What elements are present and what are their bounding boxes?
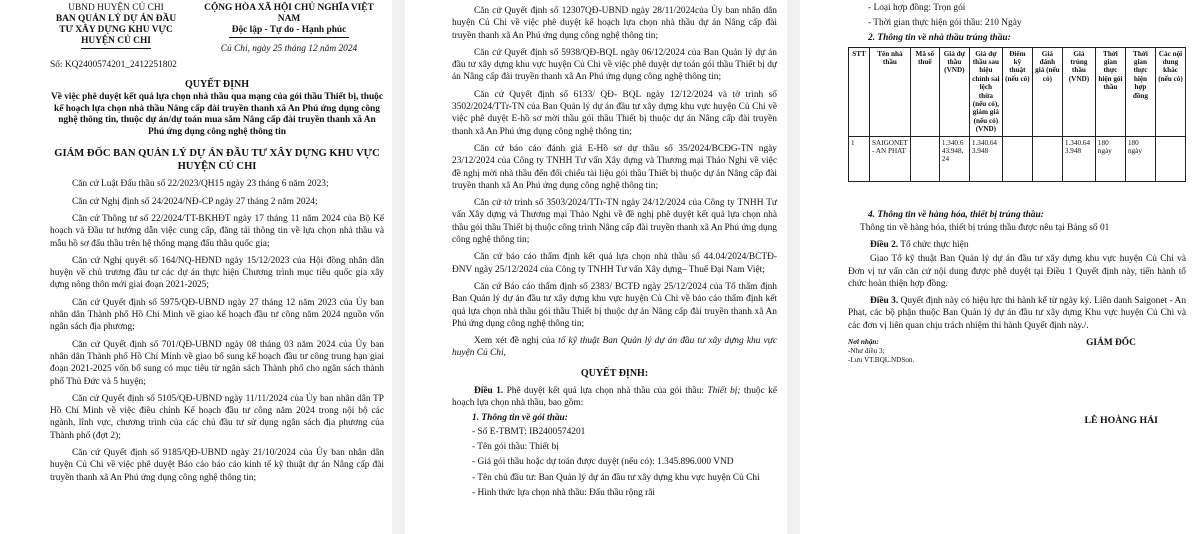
agency-block (50, 3, 182, 55)
legal-basis: Căn cứ Quyết định số 5105/QĐ-UBND ngày 11/11/2024 của Ủy ban nhân dân TP Hồ Chí Minh về việc điều chỉnh Kế hoạch đầu tư công năm 2024 trong nội bộ các ngành, lĩnh vực, chương trình của các chủ đầu tư sử dụng ngân sách địa phương của Thành phố (đợt 2); (50, 393, 384, 441)
article-2-body: Giao Tổ kỹ thuật Ban Quản lý dự án đầu tư xây dựng khu vực huyện Củ Chi và Đơn vị tư vấn căn cứ nội dung được phê duyệt tại Điều 1 Quyết định này, tiến hành tổ chức hoàn thiện hợp đồng. (848, 254, 1186, 289)
section-heading: 2. Thông tin về nhà thầu trúng thầu: (868, 32, 1011, 43)
agency-line: TƯ XÂY DỰNG KHU VỰC (59, 25, 173, 35)
list-item: - Hình thức lựa chọn nhà thầu: Đấu thầu rộng rãi (472, 487, 656, 498)
section-heading: 1. Thông tin về gói thầu: (472, 412, 568, 423)
column-header: Giá đánh giá (nếu có) (1032, 47, 1062, 136)
legal-basis: Căn cứ Quyết định số 6133/ QĐ- BQL ngày 12/12/2024 và tờ trình số 3502/2024/TTr-TN của Ban Quản lý dự án đầu tư xây dựng khu vực huyện Củ Chi về việc phê duyệt E-hồ sơ mời thầu gói thầu Thiết bị thuộc dự án Nâng cấp đài truyền thanh xã An Phú ứng dụng công nghệ thông tin; (452, 89, 777, 137)
agency-line: UBND HUYỆN CỦ CHI (68, 3, 164, 13)
table-cell: 1.340.643.948,24 (939, 136, 969, 181)
recipient: -Như điều 3; (848, 347, 885, 356)
document-page-2 (405, 0, 787, 534)
recipient: -Lưu VT.BQL.NDSon. (848, 356, 915, 365)
article-3 (848, 295, 1186, 332)
article-1-package: Thiết bị; (707, 386, 741, 397)
legal-basis: Căn cứ báo cáo thẩm định kết quả lựa chọn nhà thầu số 44.04/2024/BCTĐ-ĐNV ngày 25/12/2024 của Công ty TNHH Tư vấn Xây dựng– Thuế Đại Nam Việt; (452, 252, 777, 275)
list-item: - Tên gói thầu: Thiết bị (472, 441, 559, 452)
agency-line: HUYỆN CỦ CHI (81, 36, 151, 46)
column-header: STT (849, 47, 870, 136)
table-cell (1032, 136, 1062, 181)
article-3-label: Điều 3. (870, 296, 899, 307)
package-info-list (452, 426, 777, 499)
proposal-body: tổ kỹ thuật Ban Quản lý dự án đầu tư xây dựng khu vực huyện Củ Chi, (452, 336, 777, 359)
proposal-paragraph (452, 335, 777, 360)
legal-basis: Căn cứ Thông tư số 22/2024/TT-BKHĐT ngày 17 tháng 11 năm 2024 của Bộ Kế hoạch và Đầu tư hướng dẫn việc cung cấp, đăng tải thông tin về lựa chọn nhà thầu và mẫu hồ sơ đấu thầu trên hệ thống mạng đấu thầu quốc gia; (50, 213, 384, 249)
column-header: Tên nhà thầu (870, 47, 911, 136)
document-subtitle: Về việc phê duyệt kết quả lựa chọn nhà thầu qua mạng của gói thầu Thiết bị, thuộc kế hoạch lựa chọn nhà thầu Nâng cấp đài truyền thanh xã An Phú ứng dụng công nghệ thông tin, thuộc dự án/dự toán mua sắm Nâng cấp đài truyền thanh xã An Phú ứng dụng công nghệ thông tin (50, 92, 384, 137)
list-item: - Số E-TBMT: IB2400574201 (472, 426, 586, 437)
column-header: Mã số thuế (910, 47, 939, 136)
article-1 (452, 385, 777, 410)
column-header: Các nội dung khác (nếu có) (1155, 47, 1185, 136)
article-1-tail: thuộc kế hoạch lựa chọn nhà thầu, bao gồm: (452, 386, 777, 409)
article-2 (848, 239, 1186, 251)
column-header: Điểm kỹ thuật (nếu có) (1002, 47, 1032, 136)
signer-name: LÊ HOÀNG HẢI (1084, 415, 1158, 427)
legal-basis: Căn cứ báo cáo đánh giá E-Hồ sơ dự thầu số 35/2024/BCĐG-TN ngày 23/12/2024 của Công ty TNHH Tư vấn Xây dựng và Thương mại Thảo Nghi về việc đề nghị mời nhà thầu đến đối chiếu tài liệu gói thầu Thiết bị thuộc dự án Nâng cấp đài truyền thanh xã An Phú ứng dụng công nghệ thông tin; (452, 143, 777, 191)
section-heading: 4. Thông tin về hàng hóa, thiết bị trúng thầu: (868, 209, 1044, 220)
list-item: - Tên chủ đầu tư: Ban Quản lý dự án đầu tư xây dựng khu vực huyện Củ Chi (472, 472, 760, 483)
table-cell (910, 136, 939, 181)
decides-heading: QUYẾT ĐỊNH: (580, 367, 649, 379)
article-3-text: Quyết định này có hiệu lực thi hành kể từ ngày ký. Liên danh Saigonet - An Phat, các bộ phận thuộc Ban Quản lý dự án đầu tư xây dựng Khu vực huyện Củ Chi và các đơn vị liên quan chịu trách nhiệm thi hành Quyết định này./. (848, 296, 1187, 331)
legal-basis: Căn cứ Nghị định số 24/2024/NĐ-CP ngày 27 tháng 2 năm 2024; (72, 196, 318, 207)
table-cell: 1 (849, 136, 870, 181)
divider (81, 48, 151, 49)
column-header: Giá dự thầu (VND) (939, 47, 969, 136)
table-header-row (849, 47, 1186, 136)
column-header: Thời gian thực hiện gói thầu (1095, 47, 1125, 136)
legal-basis: Căn cứ Quyết định số 5975/QĐ-UBND ngày 27 tháng 12 năm 2023 của Ủy ban nhân dân Thành phố Hồ Chí Minh về giao kế hoạch đầu tư công năm 2024 nguồn vốn ngân sách địa phương; (50, 297, 384, 333)
package-info-list (848, 2, 1186, 30)
section-4-text: Thông tin về hàng hóa, thiết bị trúng thầu được nêu tại Bảng số 01 (860, 222, 1110, 233)
document-header (50, 3, 384, 55)
motto: Độc lập - Tự do - Hạnh phúc (231, 25, 347, 35)
table-cell: 1.340.643.948 (969, 136, 1002, 181)
table-row (849, 136, 1186, 181)
agency-line: BAN QUẢN LÝ DỰ ÁN ĐẦU (55, 14, 177, 24)
legal-basis: Căn cứ Quyết định số 12307QĐ-UBND ngày 28/11/2024của Ủy ban nhân dân huyện Củ Chi về việc phê duyệt kế hoạch lựa chọn nhà thầu dự án Nâng cấp đài truyền thanh xã An Phú ứng dụng công nghệ thông tin; (452, 6, 777, 41)
table-cell (1002, 136, 1032, 181)
recipients (848, 338, 914, 365)
recipients-label: Nơi nhận: (848, 338, 879, 347)
column-header: Thời gian thực hiện hợp đồng (1125, 47, 1155, 136)
divider (229, 37, 349, 38)
winning-bidder-table (848, 47, 1186, 182)
signer-title: GIÁM ĐỐC (1086, 338, 1136, 349)
issuing-authority: GIÁM ĐỐC BAN QUẢN LÝ DỰ ÁN ĐẦU TƯ XÂY DỰNG KHU VỰC HUYỆN CỦ CHI (54, 148, 380, 173)
legal-basis: Căn cứ Quyết định số 701/QĐ-UBND ngày 08 tháng 03 năm 2024 của Ủy ban nhân dân Thành phố Hồ Chí Minh về giao bổ sung kế hoạch đầu tư công trung hạn giai đoạn 2021-2025 vốn bổ sung có mục tiêu từ ngân sách Thành phố cho ngân sách thành phố Thủ Đức và 5 huyện; (50, 339, 384, 387)
article-1-label: Điều 1. (474, 386, 504, 397)
document-number: Số: KQ2400574201_2412251802 (50, 60, 177, 70)
country-name: CỘNG HÒA XÃ HỘI CHỦ NGHĨA VIỆT NAM (204, 3, 374, 24)
document-page-1 (0, 0, 392, 534)
legal-basis: Căn cứ Báo cáo thẩm định số 2383/ BCTĐ ngày 25/12/2024 của Tổ thẩm định Ban Quản lý dự án đầu tư xây dựng khu vực huyện Củ Chi về báo cáo thẩm định kết quả lựa chọn nhà thầu gói thầu Thiết bị thuộc dự án Nâng cấp đài truyền thanh xã An Phú ứng dụng công nghệ thông tin; (452, 281, 777, 329)
column-header: Giá dự thầu sau hiệu chỉnh sai lệch thừa (nếu có), giảm giá (nếu có) (VND) (969, 47, 1002, 136)
article-2-label: Điều 2. (870, 239, 899, 250)
table-cell: SAIGONET - AN PHAT (870, 136, 911, 181)
date-line: Củ Chi, ngày 25 tháng 12 năm 2024 (220, 44, 358, 54)
legal-basis: Căn cứ Quyết định số 9185/QĐ-UBND ngày 21/10/2024 của Ủy ban nhân dân huyện Củ Chi về việc phê duyệt Báo cáo báo cáo kinh tế kỹ thuật dự án Nâng cấp đài truyền thanh xã An Phú ứng dụng công nghệ thông tin; (50, 448, 384, 483)
article-1-text: Phê duyệt kết quả lựa chọn nhà thầu của gói thầu: (503, 386, 708, 397)
page-gap (787, 0, 800, 534)
table-cell: 180 ngày (1125, 136, 1155, 181)
table-cell (1155, 136, 1185, 181)
table-cell: 1.340.643.948 (1062, 136, 1095, 181)
document-title: QUYẾT ĐỊNH (185, 79, 249, 90)
list-item: - Giá gói thầu hoặc dự toán được duyệt (nếu có): 1.345.896.000 VND (472, 457, 734, 468)
national-block (194, 3, 384, 55)
signature-block (848, 338, 1186, 365)
proposal-prefix: Xem xét đề nghị của (474, 336, 559, 347)
page-gap (392, 0, 405, 534)
legal-basis: Căn cứ Luật Đấu thầu số 22/2023/QH15 ngày 23 tháng 6 năm 2023; (72, 179, 329, 190)
legal-basis: Căn cứ Nghị quyết số 164/NQ-HĐND ngày 15/12/2023 của Hội đồng nhân dân huyện về chủ trương đầu tư các dự án thực hiện Chương trình mục tiêu quốc gia xây dựng nông thôn mới giai đoạn 2021-2025; (50, 255, 384, 291)
list-item: - Loại hợp đồng: Trọn gói (868, 3, 966, 13)
legal-basis: Căn cứ tờ trình số 3503/2024/TTr-TN ngày 24/12/2024 của Công ty TNHH Tư vấn Xây dựng và Thương mại Thảo Nghi về đề nghị phê duyệt kết quả lựa chọn nhà thầu gói thầu Thiết bị thuộc công trình Nâng cấp đài truyền thanh xã An Phú ứng dụng công nghệ thông tin; (452, 198, 777, 246)
article-2-text: Tổ chức thực hiện (898, 239, 969, 250)
legal-basis: Căn cứ Quyết định số 5938/QĐ-BQL ngày 06/12/2024 của Ban Quản lý dự án đầu tư xây dựng khu vực huyện Củ Chi về việc phê duyệt dự toán gói thầu Thiết bị dự án Nâng cấp đài truyền thanh xã An Phú ứng dụng công nghệ thông tin; (452, 47, 777, 83)
document-page-3 (800, 0, 1200, 534)
list-item: - Thời gian thực hiện gói thầu: 210 Ngày (868, 18, 1022, 29)
column-header: Giá trúng thầu (VND) (1062, 47, 1095, 136)
table-cell: 180 ngày (1095, 136, 1125, 181)
